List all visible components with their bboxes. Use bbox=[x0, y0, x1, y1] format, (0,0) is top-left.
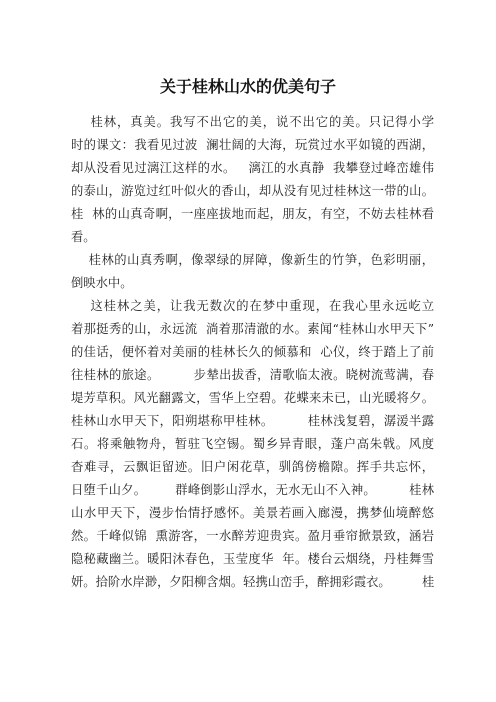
body-line: 然。千峰似锦 熏游客，一水醉芳迎贵宾。盈月垂帘掀景致，涵岩 bbox=[71, 529, 434, 543]
body-line: 日堕千山夕。 群峰倒影山浮水，无水无山不入神。 桂林 bbox=[71, 483, 434, 497]
body-line: 杳难寻，云飘讵留迹。旧户闲花草，驯鸽傍檐隙。挥手共忘怀， bbox=[71, 460, 434, 474]
body-line: 桂林山水甲天下，阳朔堪称甲桂林。 桂林浅复碧，潺湲半露 bbox=[71, 414, 434, 428]
body-line: 妍。拾阶水岸渺，夕阳柳含烟。轻携山峦手，醉拥彩霞衣。 桂 bbox=[71, 575, 434, 589]
body-line: 堤芳草积。风光翻露文，雪华上空碧。花蝶来未已，山光暖将夕。 bbox=[71, 391, 434, 405]
body-line: 隐秘藏幽兰。暖阳沐春色，玉莹度华 年。楼台云烟绕，丹桂舞雪 bbox=[71, 552, 434, 566]
body-line: 桂林，真美。我写不出它的美，说不出它的美。只记得小学 bbox=[71, 115, 434, 129]
document-title: 关于桂林山水的优美句子 bbox=[159, 77, 336, 96]
body-line: 的佳话，便怀着对美丽的桂林长久的倾慕和 心仪，终于踏上了前 bbox=[71, 345, 434, 359]
body-line: 石。将乘触物舟，暂驻飞空锡。蜀乡异青眼，蓬户高朱戟。风度 bbox=[71, 437, 434, 451]
body-line: 桂 林的山真奇啊，一座座拔地而起，朋友，有空，不妨去桂林看 bbox=[71, 207, 434, 221]
body-line: 山水甲天下，漫步怡情抒感怀。美景若画入廊漫，携梦仙境醉悠 bbox=[71, 506, 434, 520]
body-line: 桂林的山真秀啊，像翠绿的屏障，像新生的竹笋，色彩明丽， bbox=[71, 253, 434, 267]
body-line: 时的课文：我看见过波 澜壮阔的大海，玩赏过水平如镜的西湖， bbox=[71, 138, 434, 152]
body-line: 着那挺秀的山，永远流 淌着那清澈的水。素闻“桂林山水甲天下” bbox=[71, 322, 434, 336]
body-line: 的泰山，游览过红叶似火的香山，却从没有见过桂林这一带的山。 bbox=[71, 184, 434, 198]
body-line: 看。 bbox=[71, 230, 96, 244]
document-body bbox=[71, 111, 434, 594]
body-line: 倒映水中。 bbox=[71, 276, 133, 290]
body-line: 这桂林之美，让我无数次的在梦中重现，在我心里永远屹立 bbox=[71, 299, 434, 313]
body-line: 往桂林的旅途。 步辇出拔香，清歌临太液。晓树流莺满，春 bbox=[71, 368, 434, 382]
body-line: 却从没看见过漓江这样的水。 漓江的水真静 我攀登过峰峦雄伟 bbox=[71, 161, 434, 175]
